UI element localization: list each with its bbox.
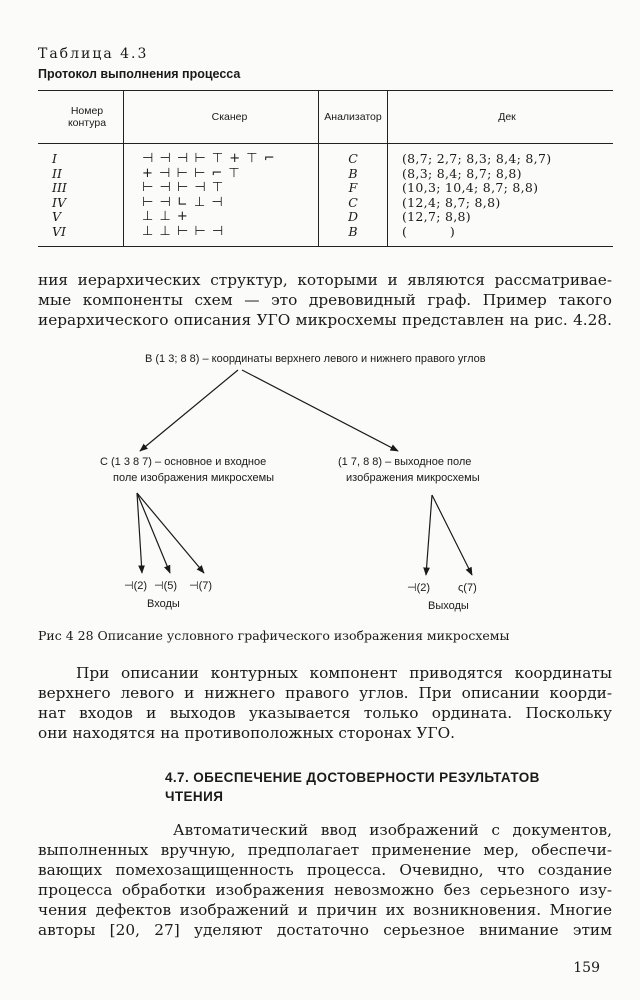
text-line: авторы [20, 27] уделяют достаточно серьезное внимание этим (38, 921, 612, 939)
scanner-symbols: ⊢ ⊣ ⊢ ⊣ ⊤ (142, 180, 225, 196)
inputs-label: Входы (147, 598, 180, 610)
section-heading (165, 768, 540, 806)
text-line: иерархического описания УГО микросхемы представлен на рис. 4.28. (38, 311, 612, 329)
text-line: верхнего левого и нижнего правого углов. При описании коорди- (38, 684, 612, 702)
edge-left-input3 (137, 493, 204, 573)
column-scanner (124, 144, 319, 247)
table-caption-title: Протокол выполнения процесса (38, 67, 241, 81)
header-deque: Дек (388, 91, 614, 144)
analyzer-value: D (347, 209, 359, 225)
figure-caption: Рис 4 28 Описание условного графического изображения микросхемы (38, 628, 510, 643)
scanner-symbols: + ⊣ ⊢ ⊢ ⌐ ⊤ (142, 165, 241, 181)
deque-value: (8,7; 2,7; 8,3; 8,4; 8,7) (402, 151, 552, 166)
analyzer-value: F (348, 180, 358, 196)
scanner-symbols: ⊥ ⊥ ⊢ ⊢ ⊣ (142, 223, 225, 239)
table-caption-label: Таблица 4.3 (38, 46, 149, 62)
output-leaf: ς(7) (458, 582, 477, 594)
text-line: Автоматический ввод изображений с документов, (173, 821, 612, 839)
deque-value: (12,4; 8,7; 8,8) (402, 194, 501, 210)
figure-4-28-tree (0, 345, 640, 620)
text-line: процесса обработки изображения невозможно без серьезного изу- (38, 881, 612, 899)
paragraph-reliability (38, 820, 612, 940)
header-scanner: Сканер (124, 91, 319, 144)
header-analyzer: Анализатор (319, 91, 388, 144)
root-node-label: B (1 3; 8 8) – координаты верхнего левого и нижнего правого углов (145, 353, 486, 365)
input-leaf: ⊣(5) (154, 580, 178, 592)
section-title: 4.7. ОБЕСПЕЧЕНИЕ ДОСТОВЕРНОСТИ РЕЗУЛЬТАТОВ (165, 770, 540, 785)
left-node-label-line1: C (1 3 8 7) – основное и входное (100, 456, 267, 468)
contour-number: IV (52, 194, 66, 210)
analyzer-value: C (348, 151, 358, 166)
analyzer-value: B (348, 223, 358, 239)
input-leaf: ⊣(7) (189, 580, 213, 592)
contour-number: I (52, 151, 57, 166)
column-contour-numbers (38, 144, 124, 247)
text-line: ния иерархических структур, которыми и являются рассматривае- (38, 271, 612, 289)
edge-right-output1 (426, 495, 432, 575)
edge-left-input1 (137, 493, 142, 573)
deque-value: ( ) (402, 223, 456, 239)
deque-value: (10,3; 10,4; 8,7; 8,8) (402, 180, 539, 196)
paragraph-coordinates (38, 663, 612, 743)
scanner-symbols: ⊢ ⊣ ∟ ⊥ ⊣ (142, 194, 224, 210)
analyzer-value: B (348, 165, 358, 181)
contour-number: II (52, 165, 62, 181)
edge-left-input2 (137, 493, 170, 573)
edge-root-left (140, 370, 238, 451)
scanner-symbols: ⊣ ⊣ ⊣ ⊢ ⊤ + ⊤ ⌐ (142, 151, 276, 166)
section-title-cont: ЧТЕНИЯ (165, 789, 224, 804)
left-node-label-line2: поле изображения микросхемы (113, 472, 275, 484)
column-deque (388, 144, 614, 247)
right-node-label-line1: (1 7, 8 8) – выходное поле (338, 456, 472, 468)
edge-root-right (242, 370, 398, 451)
text-line: нат входов и выходов указывается только ордината. Поскольку (38, 704, 612, 722)
input-leaf: ⊣(2) (124, 580, 148, 592)
paragraph-hierarchy (38, 270, 612, 330)
text-line: чения дефектов изображений и причин их возникновения. Многие (38, 901, 612, 919)
text-line: вающих помехозащищенность процесса. Очевидно, что создание (38, 861, 612, 879)
text-line: мые компоненты схем — это древовидный граф. Пример такого (38, 291, 612, 309)
analyzer-value: C (348, 194, 358, 210)
scanner-symbols: ⊥ ⊥ + (142, 209, 189, 225)
outputs-label: Выходы (428, 600, 469, 612)
contour-number: III (52, 180, 67, 196)
text-line: При описании контурных компонент приводятся координаты (76, 664, 612, 682)
text-line: они находятся на противоположных сторонах УГО. (38, 724, 455, 742)
header-contour-number: Номер контура (38, 91, 124, 144)
text-line: выполненных вручную, предполагает применение мер, обеспечи- (38, 841, 612, 859)
output-leaf: ⊣(2) (407, 582, 431, 594)
process-protocol-table (38, 90, 613, 247)
contour-number: V (52, 209, 62, 225)
right-node-label-line2: изображения микросхемы (346, 472, 480, 484)
deque-value: (12,7; 8,8) (402, 209, 471, 225)
contour-number: VI (52, 223, 66, 239)
deque-value: (8,3; 8,4; 8,7; 8,8) (402, 165, 522, 181)
page-number: 159 (573, 960, 600, 976)
column-analyzer (319, 144, 388, 247)
edge-right-output2 (432, 495, 472, 575)
